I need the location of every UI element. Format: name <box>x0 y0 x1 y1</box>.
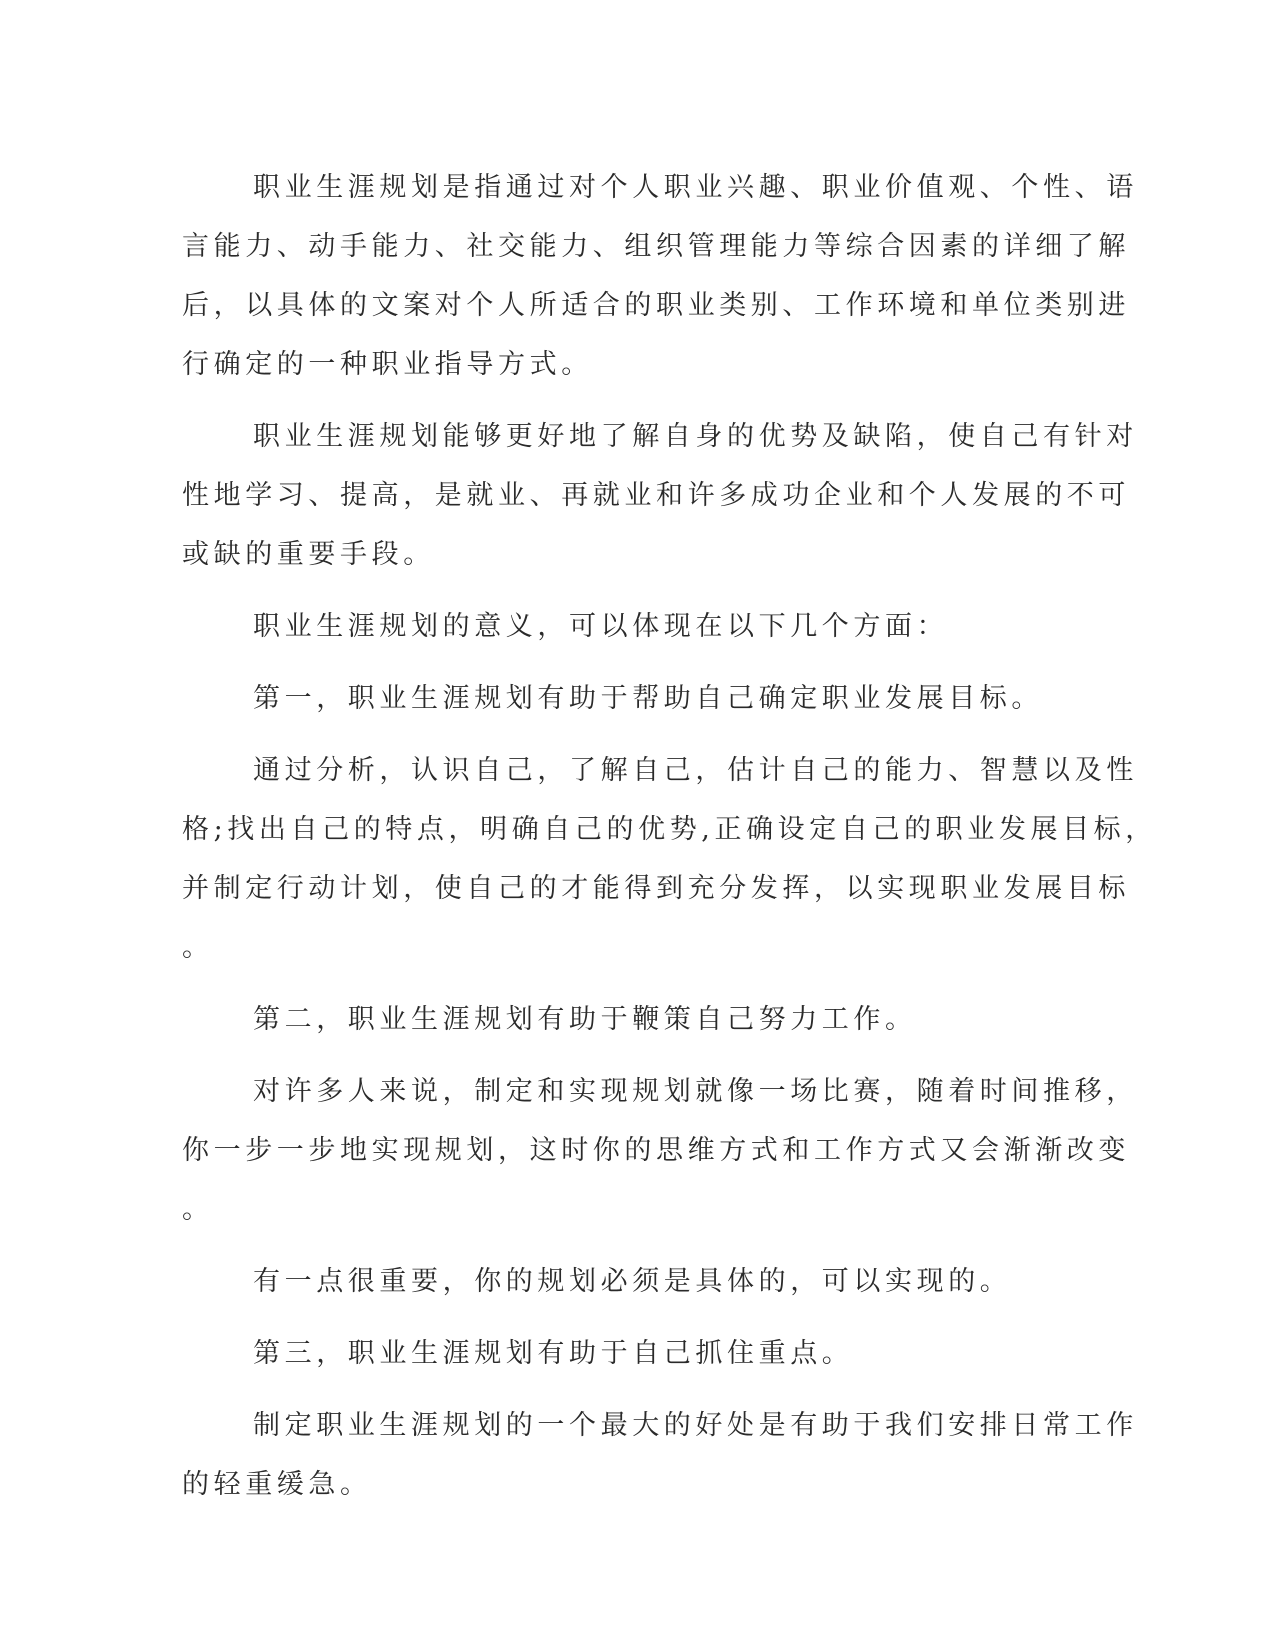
text-line: 制定职业生涯规划的一个最大的好处是有助于我们安排日常工作 <box>253 1410 1138 1441</box>
text-line: 职业生涯规划能够更好地了解自身的优势及缺陷，使自己有针对 <box>253 421 1138 452</box>
paragraph-spacer <box>182 977 1027 990</box>
text-line: 。 <box>182 1194 214 1225</box>
text-line: 对许多人来说，制定和实现规划就像一场比赛，随着时间推移， <box>253 1076 1138 1107</box>
paragraph <box>182 741 1157 977</box>
paragraph <box>182 1252 1027 1311</box>
paragraph <box>182 669 1043 728</box>
text-line: 言能力、动手能力、社交能力、组织管理能力等综合因素的详细了解 <box>182 231 1130 262</box>
text-line: 后，以具体的文案对个人所适合的职业类别、工作环境和单位类别进 <box>182 290 1130 321</box>
text-line: 并制定行动计划，使自己的才能得到充分发挥，以实现职业发展目标 <box>182 873 1130 904</box>
paragraph-spacer <box>182 1049 1027 1062</box>
paragraph <box>182 158 1138 394</box>
paragraph <box>182 1324 1027 1383</box>
text-line: 第二，职业生涯规划有助于鞭策自己努力工作。 <box>253 1004 917 1035</box>
paragraph-spacer <box>182 584 1027 597</box>
paragraph <box>182 597 1027 656</box>
text-line: 职业生涯规划是指通过对个人职业兴趣、职业价值观、个性、语 <box>253 172 1138 203</box>
paragraph <box>182 1396 1138 1514</box>
text-line: 或缺的重要手段。 <box>182 539 435 570</box>
text-line: 格;找出自己的特点，明确自己的优势,正确设定自己的职业发展目标， <box>182 814 1157 845</box>
paragraph <box>182 1062 1138 1239</box>
paragraph <box>182 990 1027 1049</box>
paragraph-spacer <box>182 1239 1027 1252</box>
text-line: 通过分析，认识自己，了解自己，估计自己的能力、智慧以及性 <box>253 755 1138 786</box>
text-line: 第三，职业生涯规划有助于自己抓住重点。 <box>253 1338 854 1369</box>
paragraph-spacer <box>182 656 1027 669</box>
text-line: 职业生涯规划的意义，可以体现在以下几个方面： <box>253 611 949 642</box>
text-line: 行确定的一种职业指导方式。 <box>182 349 593 380</box>
text-line: 第一，职业生涯规划有助于帮助自己确定职业发展目标。 <box>253 683 1043 714</box>
paragraph-spacer <box>182 394 1027 407</box>
text-line: 你一步一步地实现规划，这时你的思维方式和工作方式又会渐渐改变 <box>182 1135 1130 1166</box>
text-line: 。 <box>182 932 214 963</box>
text-line: 有一点很重要，你的规划必须是具体的，可以实现的。 <box>253 1266 1012 1297</box>
paragraph <box>182 407 1138 584</box>
paragraph-spacer <box>182 1383 1027 1396</box>
text-line: 性地学习、提高，是就业、再就业和许多成功企业和个人发展的不可 <box>182 480 1130 511</box>
text-line: 的轻重缓急。 <box>182 1469 372 1500</box>
paragraph-spacer <box>182 1311 1027 1324</box>
document-body <box>182 158 1157 1514</box>
paragraph-spacer <box>182 728 1027 741</box>
